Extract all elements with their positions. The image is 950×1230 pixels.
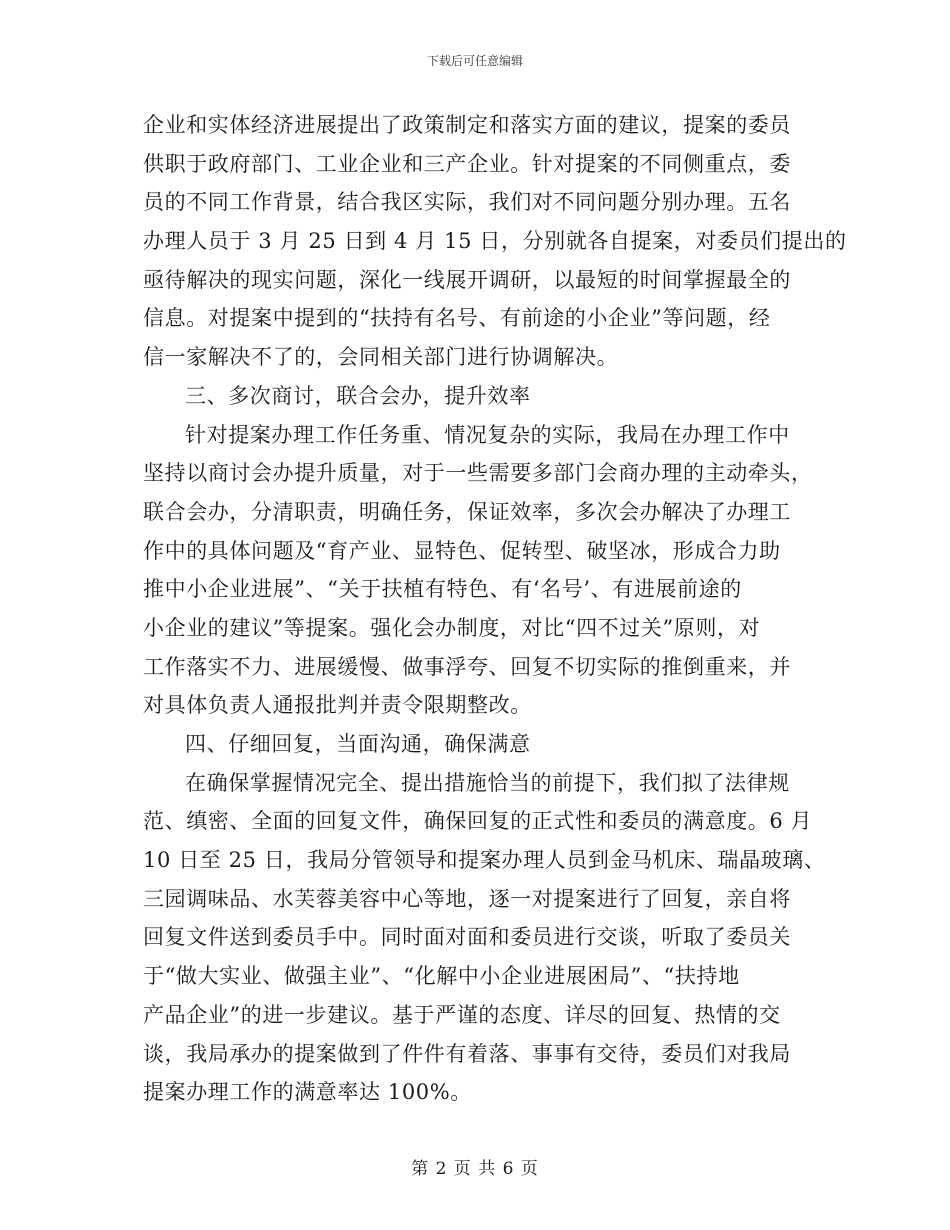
text-line: 针对提案办理工作任务重、情况复杂的实际，我局在办理工作中 <box>185 422 790 447</box>
text-line: 员的不同工作背景，结合我区实际，我们对不同问题分别办理。五名 <box>143 190 791 215</box>
page-header: 下载后可任意编辑 <box>426 54 523 68</box>
text-line: 作中的具体问题及“育产业、显特色、促转型、破坚冰，形成合力助 <box>143 538 781 563</box>
text-line: 联合会办，分清职责，明确任务，保证效率，多次会办解决了办理工 <box>143 499 791 524</box>
text-line: 供职于政府部门、工业企业和三产企业。针对提案的不同侧重点，委 <box>143 151 791 176</box>
text-line: 提案办理工作的满意率达 100%。 <box>143 1080 472 1105</box>
text-line: 于“做大实业、做强主业”、“化解中小企业进展困局”、“扶持地 <box>143 964 740 989</box>
text-line: 坚持以商讨会办提升质量，对于一些需要多部门会商办理的主动牵头， <box>143 461 813 486</box>
text-line: 企业和实体经济进展提出了政策制定和落实方面的建议，提案的委员 <box>143 113 791 137</box>
text-line: 亟待解决的现实问题，深化一线展开调研，以最短的时间掌握最全的 <box>143 267 791 292</box>
text-line: 10 日至 25 日，我局分管领导和提案办理人员到金马机床、瑞晶玻璃、 <box>143 848 826 873</box>
text-line: 产品企业”的进一步建议。基于严谨的态度、详尽的回复、热情的交 <box>143 1002 781 1027</box>
document-body <box>143 106 847 1112</box>
text-line: 在确保掌握情况完全、提出措施恰当的前提下，我们拟了法律规 <box>185 770 790 795</box>
page-number-footer: 第 2 页 共 6 页 <box>411 1159 539 1179</box>
text-line: 信息。对提案中提到的“扶持有名号、有前途的小企业”等问题，经 <box>143 306 771 331</box>
text-line: 回复文件送到委员手中。同时面对面和委员进行交谈，听取了委员关 <box>143 925 791 950</box>
text-line: 小企业的建议”等提案。强化会办制度，对比“四不过关”原则，对 <box>143 615 761 640</box>
text-line: 谈，我局承办的提案做到了件件有着落、事事有交待，委员们对我局 <box>143 1041 791 1066</box>
text-line: 三园调味品、水芙蓉美容中心等地，逐一对提案进行了回复，亲自将 <box>143 886 791 911</box>
text-line: 工作落实不力、进展缓慢、做事浮夸、回复不切实际的推倒重来，并 <box>143 654 791 679</box>
text-line: 信一家解决不了的，会同相关部门进行协调解决。 <box>143 345 619 370</box>
text-line: 办理人员于 3 月 25 日到 4 月 15 日，分别就各自提案，对委员们提出的 <box>143 229 847 254</box>
text-line: 三、多次商讨，联合会办，提升效率 <box>185 383 531 408</box>
text-line: 范、缜密、全面的回复文件，确保回复的正式性和委员的满意度。6 月 <box>143 809 813 834</box>
text-line: 四、仔细回复，当面沟通，确保满意 <box>185 732 531 756</box>
text-line: 对具体负责人通报批判并责令限期整改。 <box>143 693 532 718</box>
text-line: 推中小企业进展”、“关于扶植有特色、有‘名号’、有进展前途的 <box>143 577 742 602</box>
